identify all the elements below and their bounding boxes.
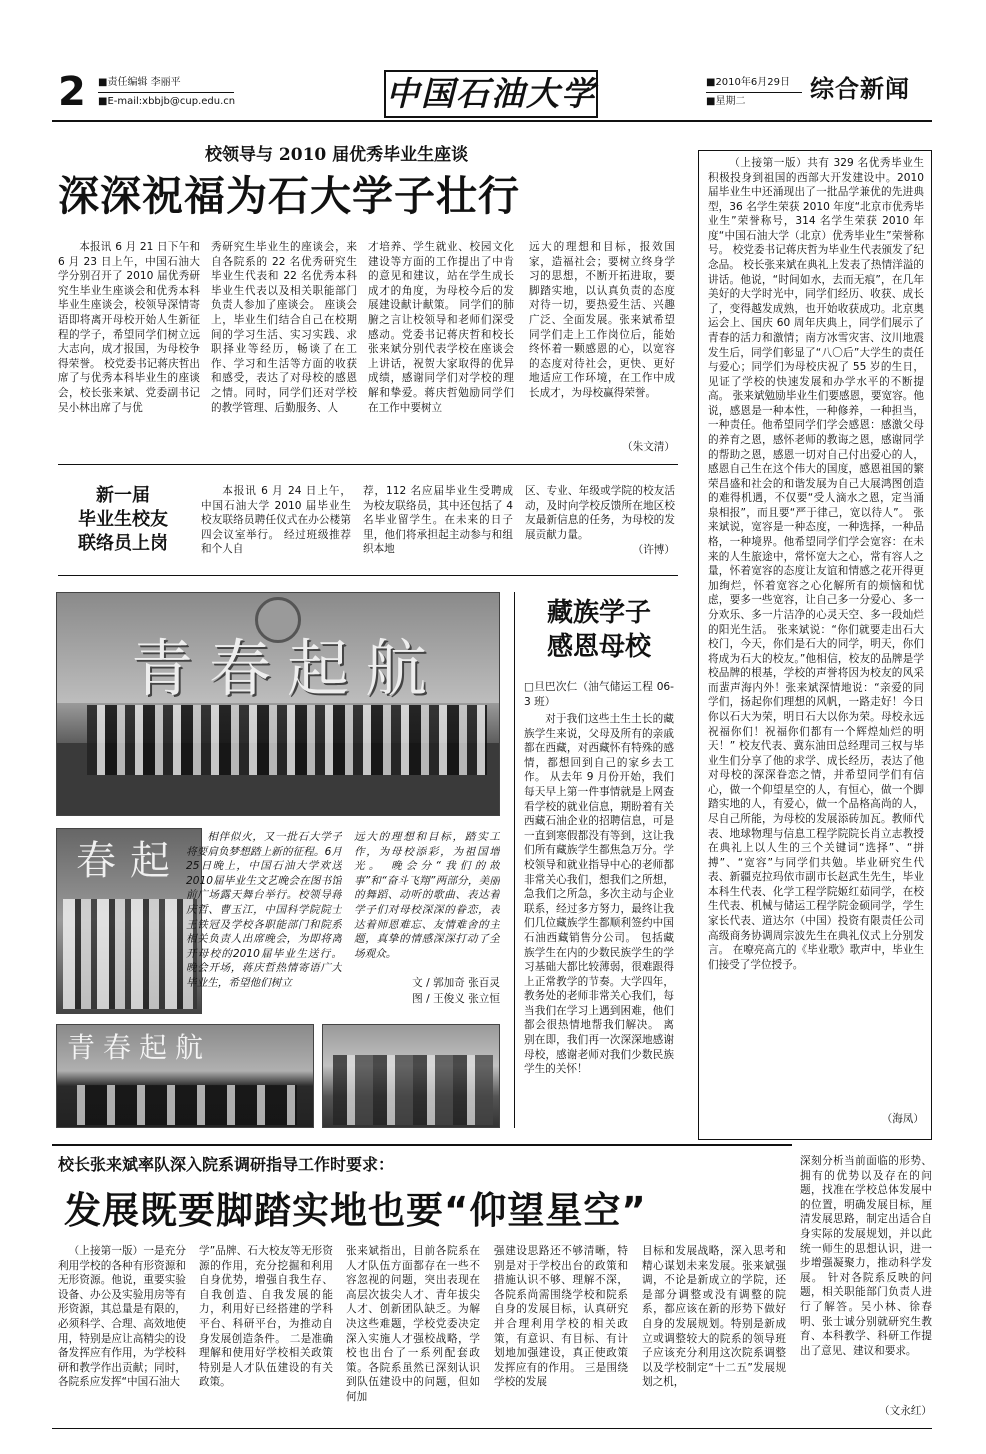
story4-headline: 发展既要脚踏实地也要“仰望星空” (64, 1189, 647, 1232)
story2-headline-line2: 毕业生校友 (78, 509, 168, 530)
dance-photo (56, 828, 202, 1014)
story2-headline-line1: 新一届 (96, 485, 150, 506)
story4-col1: （上接第一版）一是充分利用学校的各种有形资源和无形资源。他说，重要实验设备、办公及实验用房等有形资源，其总量是有限的，必须科学、合理、高效地使用，特别是应让高精尖的设备发挥应有作用，为学校科研和教学作出贡献；同时，各院系应发挥“中国石油大 (58, 1245, 186, 1389)
story2-byline: （许博） (632, 544, 675, 556)
section-name: 综合新闻 (810, 75, 910, 103)
story4-col2: 学”品牌、石大校友等无形资源的作用，充分挖掘和利用自身优势，增强自我生存、自我创造、自我发展的能力，利用好已经搭建的学科平台、科研平台，为推动自身发展创造条件。 二是准确理解和使用好学校相关政策特别是人才队伍建设的有关政策。 (199, 1245, 333, 1389)
story1-col1: 本报讯 6 月 21 日下午和 6 月 23 日上午，中国石油大学分别召开了 2010 届优秀研究生毕业生座谈会和优秀本科毕业生座谈会，校领导深情寄语即将离开母校开始人生新征程的学子，希望同学们树立远大志向，成才报国，为母校争得荣誉。 校党委书记蒋庆哲出席了与优秀本科毕业生的座谈会，校长张来斌、党委副书记吴小林出席了与优 (58, 241, 200, 414)
editor-line: ■责任编辑 李丽平 (98, 77, 181, 88)
band-members (77, 1085, 297, 1125)
logo: 中国石油大学 (386, 74, 596, 113)
masthead-rule (52, 120, 932, 122)
story4-col5: 目标和发展战略，深入思考和精心谋划未来发展。张来斌强调，不论是新成立的学院，还是部分调整或没有调整的院系，都应该在新的形势下做好自身的发展规划。特别是新成立或调整较大的院系的领导班子应该充分利用这次院系调整以及学校制定“十二五”发展规划之机， (642, 1245, 786, 1389)
right-column-body: （上接第一版）共有 329 名优秀毕业生积极投身到祖国的西部大开发建设中。2010 届毕业生中还涌现出了一批品学兼优的先进典型，36 名学生荣获 2010 年度“北京市优秀毕业生”荣誉称号，314 名学生荣获 2010 年度“中国石油大学（北京）优秀毕业生”荣誉称号。 校党委书记蒋庆哲为毕业生代表颁发了纪念品。 校长张来斌在典礼上发表了热情洋溢的讲话。他说，“时间如水，去而无痕”，在几年美好的大学时光中，同学们经历、收获、成长了，变得越发成熟，也开始收获成功。北京奥运会上、国庆 60 周年庆典上，同学们展示了青春的活力和激情；南方冰雪灾害、汶川地震发生后，同学们彰显了“八〇后”大学生的责任与爱心；同学们为母校庆祝了 55 岁的生日，见证了学校的快速发展和办学水平的不断提高。 张来斌勉励毕业生们要感恩，要宽容。他说，感恩是一种本性，一种修养，一种担当，一种责任。他希望同学们学会感恩：感激父母的养育之恩，感怀老师的教诲之恩，感谢同学的帮助之恩，感恩一切对自己付出爱心的人，感恩自己生在这个伟大的国度，感恩祖国的繁荣昌盛和社会的和谐发展为自己大展鸿图创造的难得机遇，不仅要“受人滴水之恩，定当涌泉相报”，而且要“严于律己，宽以待人”。 张来斌说，宽容是一种态度，一种选择，一种品格，一种境界。他希望同学们学会宽容：在未来的人生旅途中，常怀宽大之心，常有容人之量，怀着宽容的态度让友谊和情感之花开得更加绚烂，怀着宽容之心化解所有的烦恼和忧虑，要多一些宽容，让自己多一分爱心、多一分欢乐、多一片洁净的心灵天空、多一段灿烂的阳光生活。 张来斌说：“你们就要走出石大校门，今天，你们是石大的同学，明天，你们将成为石大的校友。”他相信，校友的品牌是学校品牌的根基，学校的声誉将因为校友的风采而蜚声海内外！张来斌深情地说：“亲爱的同学们，扬起你们理想的风帆，一路走好！今日你以石大为荣，明日石大以你为荣。母校永远祝福你们！祝福你们都有一个辉煌灿烂的明天！” 校友代表、冀东油田总经理司三权与毕业生们分享了他的求学、成长经历，表达了他对母校的深深眷恋之情，并希望同学们有信心，做一个仰望星空的人，有恒心，做一个脚踏实地的人，有爱心，做一个品格高尚的人，尽自己所能，为母校的发展添砖加瓦。教师代表、地球物理与信息工程学院院长肖立志教授在典礼上以人生的三个关键词“选择”、“拼搏”、“宽容”与同学们共勉。毕业研究生代表、新疆克拉玛依市副市长赵武生先生，毕业本科生代表、化学工程学院姬红茹同学，在校生代表、机械与储运工程学院金硕同学，学生家长代表、道达尔（中国）投资有限责任公司高级商务协调周宗波先生在典礼仪式上分别发言。 在嘹亮高亢的《毕业歌》歌声中，毕业生们接受了学位授予。 (708, 157, 924, 971)
story3-author: □旦巴次仁（油气储运工程 06-3 班） (524, 681, 674, 708)
story2-headline-line3: 联络员上岗 (78, 533, 168, 554)
banner-left-text: 春起 (76, 838, 184, 884)
masthead-rule-right-small (706, 92, 802, 93)
divider-story4 (52, 1144, 792, 1146)
guitar-photo (322, 1024, 500, 1128)
weekday: ■星期二 (706, 96, 746, 107)
story2-col3: 区、专业、年级或学院的校友活动，及时向学校反馈所在地区校友最新信息的任务，为母校的发展贡献力量。 (525, 485, 675, 541)
story1-col2: 秀研究生毕业生的座谈会，来自各院系的 22 名优秀研究生毕业生代表和 22 名优秀本科毕业生代表以及相关职能部门负责人参加了座谈会。 座谈会上，毕业生们结合自己在校期间的学习生活、实习实践、求职择业等经历，畅谈了在工作、学习和生活等方面的收获和感受，表达了对母校的感恩之情。同时，同学们还对学校的教学管理、后勤服务、人 (211, 241, 357, 414)
page-number: 2 (58, 69, 86, 115)
story3-headline-line2: 感恩母校 (546, 632, 651, 662)
story1-kicker: 校领导与 2010 届优秀毕业生座谈 (205, 145, 469, 165)
bottom-rule (52, 1428, 932, 1429)
story1-col4: 远大的理想和目标，报效国家，造福社会；要树立终身学习的思想，不断开拓进取，要脚踏实地，以认真负责的态度对待一切，要热爱生活、兴趣广泛、全面发展。张来斌希望同学们走上工作岗位后，能始终怀着一颗感恩的心，以宽容的态度对待社会，更快、更好地适应工作环境，在工作中成长成才，为母校赢得荣誉。 (529, 241, 675, 399)
caption-col2: 远大的理想和目标，踏实工作，为母校添彩，为祖国增光。 晚会分“我们的故事”和“奋斗飞翔”两部分，美丽的舞蹈、动听的歌曲、表达着学子们对母校深深的眷恋，表达着师恩难忘、友情难舍的主题，真挚的情感深深打动了全场观众。 (354, 831, 500, 960)
story4-col-side: 深刻分析当前面临的形势、拥有的优势以及存在的问题，找准在学校总体发展中的位置，明确发展目标，厘清发展思路，制定出适合自身实际的发展规划，并以此统一师生的思想认识，进一步增强凝聚力，推动科学发展。 针对各院系反映的问题，相关职能部门负责人进行了解答。吴小林、徐春明、张士诚分别就研究生教育、本科教学、科研工作提出了意见、建议和要求。 (800, 1155, 932, 1357)
people-row (87, 705, 487, 775)
caption-credit-photo: 图 / 王俊义 张立恒 (412, 993, 500, 1005)
story1-col3: 才培养、学生就业、校园文化建设等方面的工作提出了中肯的意见和建议，站在学生成长成才的角度，为母校今后的发展建设献计献策。 同学们的肺腑之言让校领导和老师们深受感动。党委书记蒋庆哲和校长张来斌分别代表学校在座谈会上讲话，祝贺大家取得的优异成绩，感谢同学们对学校的理解和挚爱。蒋庆哲勉励同学们在工作中要树立 (368, 241, 514, 414)
email-line: ■E-mail:xbbjb@cup.edu.cn (98, 96, 236, 107)
story3-headline (524, 596, 674, 664)
banner-text: 青春起航 (130, 632, 443, 705)
caption-col1: 相伴似火，又一批石大学子将要肩负梦想踏上新的征程。6月25日晚上，中国石油大学欢送2010届毕业生文艺晚会在图书馆前广场露天舞台举行。校领导蒋庆哲、曹玉江，中国科学院院士王铁冠及学校各职能部门和院系相关负责人出席晚会，为即将离开母校的2010届毕业生送行。 晚会开场，蒋庆哲热情寄语广大毕业生，希望他们树立 (186, 831, 342, 989)
story2-col2: 荐，112 名应届毕业生受聘成为校友联络员，其中还包括了 4 名毕业留学生。在未来的日子里，他们将承担起主动参与和组织本地 (363, 485, 513, 556)
story4-col4: 强建设思路还不够清晰，特别是对于学校出台的政策和措施认识不够、理解不深，各院系尚需围绕学校和院系自身的发展目标，认真研究并合理利用学校的相关政策，有意识、有目标、有计划地加强建设，真正使政策发挥应有的作用。 三是围绕学校的发展 (494, 1245, 628, 1389)
story2-headline (58, 484, 188, 556)
story4-byline: （文永红） (879, 1405, 932, 1417)
dancers (63, 899, 197, 1009)
date: ■2010年6月29日 (706, 77, 790, 88)
right-column-byline: （海凤） (881, 1113, 924, 1125)
story1-headline: 深深祝福为石大学子壮行 (58, 172, 520, 220)
band-photo (56, 1024, 314, 1128)
banner-small-text: 青春起航 (67, 1031, 212, 1064)
main-photo (56, 592, 500, 816)
story4-col3: 张来斌指出，目前各院系在人才队伍方面都存在一些不容忽视的问题，突出表现在高层次拔尖人才、青年拔尖人才、创新团队缺乏。为解决这些难题，学校党委决定深入实施人才强校战略，学校也出台了一系列配套政策。各院系虽然已深刻认识到队伍建设中的问题，但如何加 (346, 1245, 480, 1403)
story2-col1: 本报讯 6 月 24 日上午，中国石油大学 2010 届毕业生校友联络员聘任仪式在办公楼第四会议室举行。 经过班级推荐和个人自 (201, 485, 351, 556)
guitar-players (333, 1055, 493, 1125)
story1-byline: （朱文清） (622, 441, 675, 453)
story4-kicker: 校长张来斌率队深入院系调研指导工作时要求： (58, 1155, 395, 1174)
caption-credit-text: 文 / 郭加奇 张百灵 (412, 977, 500, 989)
masthead-rule-small (98, 92, 234, 93)
story3-left-rule (514, 592, 515, 1128)
divider-story1 (58, 464, 678, 465)
story3-headline-line1: 藏族学子 (546, 598, 651, 628)
masthead (0, 0, 986, 140)
story3-body: 对于我们这些土生土长的藏族学生来说，父母及所有的亲戚都在西藏，对西藏怀有特殊的感情，都想回到自己的家乡去工作。 从去年 9 月份开始，我们每天早上第一件事情就是上网查看学校的就业信息，期盼着有关西藏石油企业的招聘信息，可是一直到寒假都没有等到，这让我们所有藏族学生都焦急万分。学校领导和就业指导中心的老师都非常关心我们，想我们之所想，急我们之所急，多次主动与企业联系，经过多方努力，最终让我们几位藏族学生都顺利签约中国石油西藏销售分公司。 包括藏族学生在内的少数民族学生的学习基础大都比较薄弱，很难跟得上正常教学的节奏。大学四年，教务处的老师非常关心我们，每当我们在学习上遇到困难，他们都会很热情地帮我们解决。 离别在即，我们再一次深深地感谢母校，感谢老师对我们少数民族学生的关怀！ (524, 713, 674, 1076)
divider-story2 (58, 575, 678, 576)
